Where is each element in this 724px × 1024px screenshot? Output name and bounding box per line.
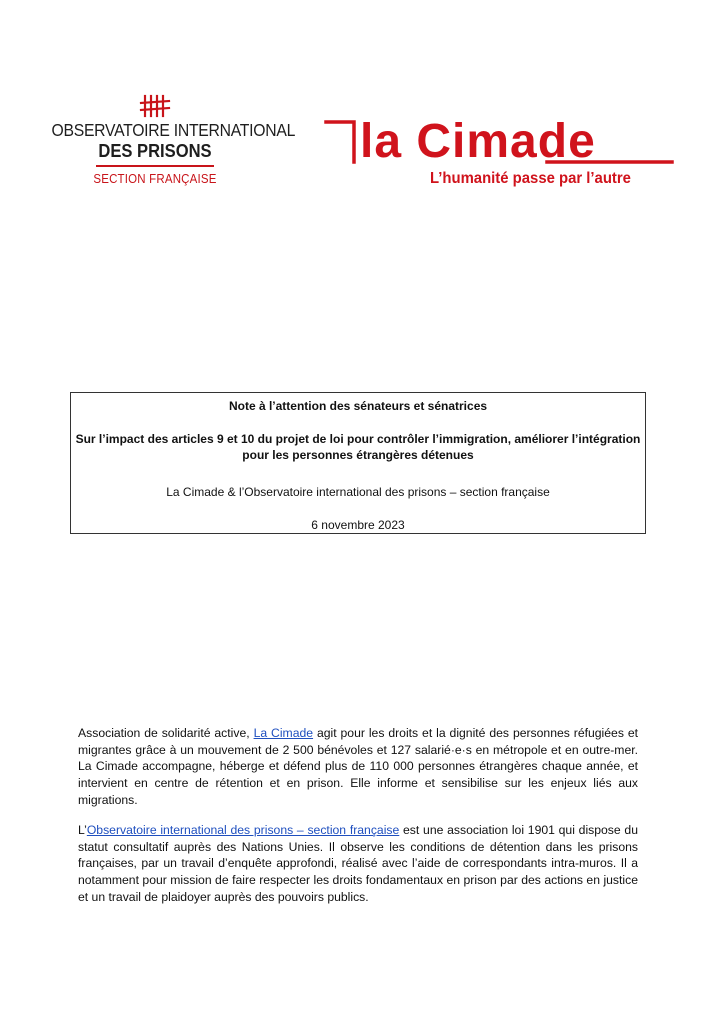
cimade-logo-name: la Cimade bbox=[360, 115, 596, 168]
paragraph-text: L’ bbox=[78, 823, 87, 837]
note-date: 6 novembre 2023 bbox=[311, 518, 405, 532]
oip-logo bbox=[40, 94, 296, 187]
paragraph-oip bbox=[78, 822, 638, 906]
paragraph-text: Association de solidarité active, bbox=[78, 726, 254, 740]
oip-logo-line2: DES PRISONS bbox=[98, 141, 212, 161]
paragraph-text: agit pour les droits et la dignité des personnes réfugiées et migrantes grâce à un mouvement de 2 500 bénévoles et 127 salarié·e·s en métropole et en outre-mer. La Cimade accompagne, héberge et défend plus de 110 000 personnes étrangères chaque année, et intervient en centre de rétention et en prison. Elle informe et sensibilise sur les enjeux liés aux migrations. bbox=[78, 726, 638, 807]
oip-logo-line1: OBSERVATOIRE INTERNATIONAL bbox=[51, 120, 296, 140]
cimade-logo-tagline: L’humanité passe par l’autre bbox=[430, 170, 631, 187]
paragraph-cimade bbox=[78, 725, 638, 809]
oip-link[interactable]: Observatoire international des prisons – section française bbox=[86, 823, 400, 837]
note-subtitle: Sur l’impact des articles 9 et 10 du projet de loi pour contrôler l’immigration, améliorer l’intégration pour les personnes étrangères détenues bbox=[75, 432, 641, 462]
note-title: Note à l’attention des sénateurs et sénatrices bbox=[228, 399, 488, 413]
oip-logo-line3: SECTION FRANÇAISE bbox=[93, 171, 217, 186]
cimade-link[interactable]: La Cimade bbox=[253, 726, 314, 740]
cimade-logo bbox=[322, 110, 682, 200]
note-authors: La Cimade & l’Observatoire international des prisons – section française bbox=[166, 485, 550, 499]
paragraph-text: est une association loi 1901 qui dispose du statut consultatif auprès des Nations Unies. Il observe les conditions de détention dans les prisons françaises, par un travail d’enquête approfondi, réalisé avec l’aide de correspondants intra-muros. Il a notamment pour mission de faire respecter les droits fondamentaux en prison par des actions en justice et un travail de plaidoyer auprès des pouvoirs publics. bbox=[78, 823, 638, 904]
oip-logo-rule bbox=[96, 165, 214, 167]
title-box bbox=[70, 392, 646, 534]
prison-bars-icon bbox=[139, 94, 171, 118]
